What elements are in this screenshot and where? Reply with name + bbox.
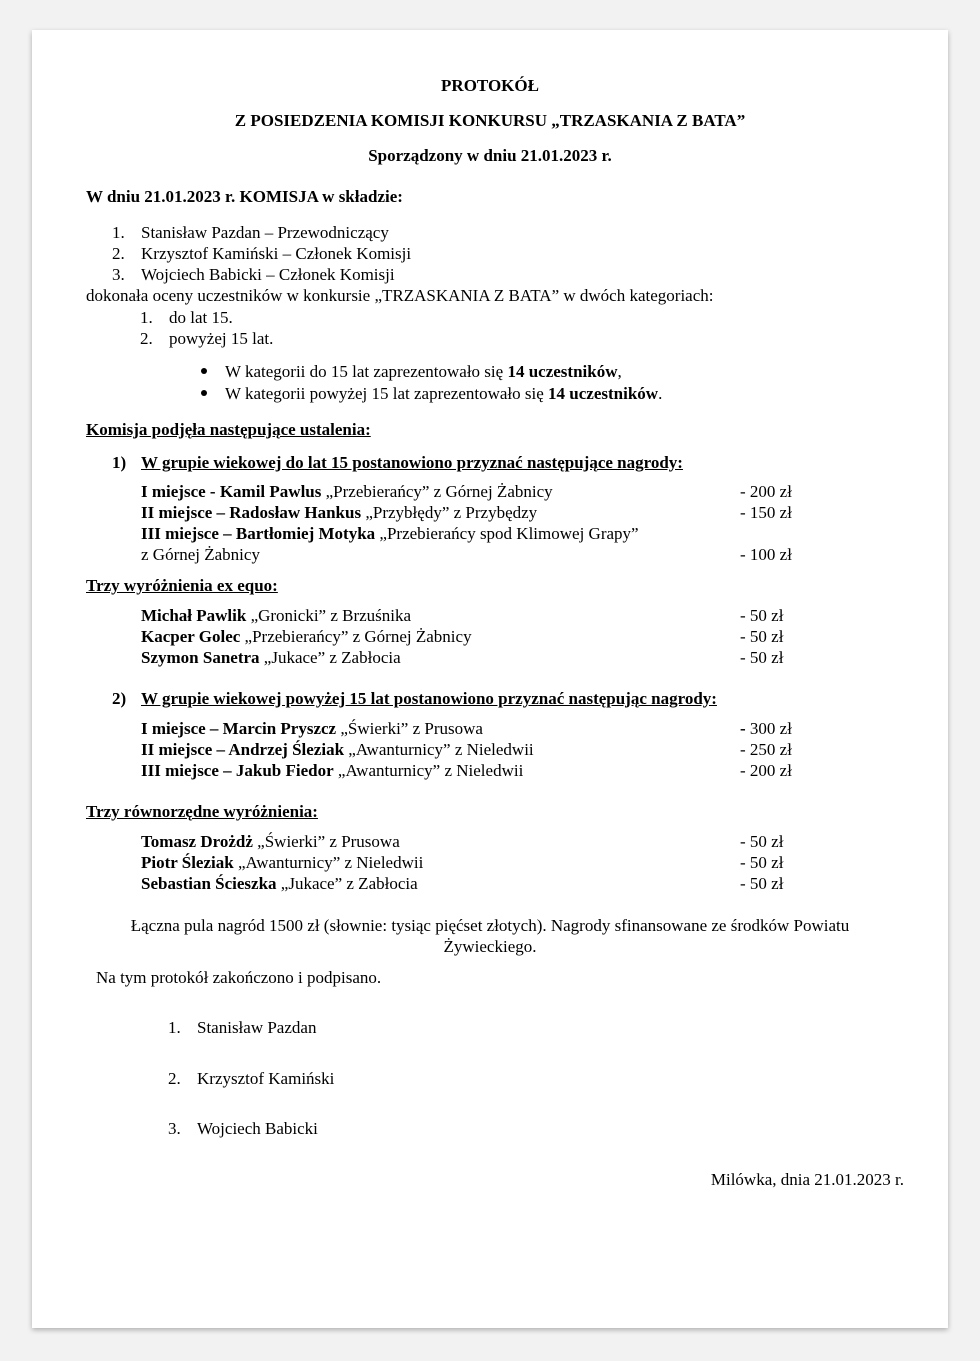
signatory-name: Stanisław Pazdan [197,1018,317,1037]
prize-entry: I miejsce - Kamil Pawlus „Przebierańcy” z Górnej Żabnicy [141,482,553,501]
evaluation-text: dokonała oceny uczestników w konkursie „TRZASKANIA Z BATA” w dwóch kategoriach: [86,286,714,305]
prize-pool-summary-cont: Żywieckiego. [443,937,537,956]
category-item: powyżej 15 lat. [169,329,274,348]
prize-entry: I miejsce – Marcin Pryszcz „Świerki” z Prusowa [141,719,483,738]
group-number: 1) [112,453,127,472]
award-amount: - 50 zł [740,853,784,872]
committee-intro: W dniu 21.01.2023 r. KOMISJA w składzie: [86,187,403,206]
award-entry: Michał Pawlik „Gronicki” z Brzuśnika [141,606,412,625]
prize-entry: III miejsce – Bartłomiej Motyka „Przebierańcy spod Klimowej Grapy” [141,524,639,543]
committee-member: Wojciech Babicki – Członek Komisji [141,265,395,284]
award-amount: - 50 zł [740,648,784,667]
list-number: 1. [112,223,125,242]
award-entry: Sebastian Ścieszka „Jukace” z Zabłocia [141,874,418,893]
bullet-item: W kategorii powyżej 15 lat zaprezentowało się 14 uczestników. [225,384,663,403]
prize-entry: III miejsce – Jakub Fiedor „Awanturnicy” z Nieledwii [141,761,524,780]
list-number: 2. [140,329,153,348]
document-date-line: Sporządzony w dniu 21.01.2023 r. [368,146,612,165]
list-number: 3. [168,1119,181,1138]
award-entry: Kacper Golec „Przebierańcy” z Górnej Żabnicy [141,627,472,646]
list-number: 2. [168,1069,181,1088]
award-entry: Piotr Śleziak „Awanturnicy” z Nieledwii [141,853,424,872]
signatory-name: Krzysztof Kamiński [197,1069,335,1088]
list-number: 2. [112,244,125,263]
prize-entry: II miejsce – Radosław Hankus „Przybłędy” z Przybędzy [141,503,538,522]
list-number: 1. [140,308,153,327]
place-and-date: Milówka, dnia 21.01.2023 r. [710,1170,904,1189]
list-number: 1. [168,1018,181,1037]
prize-amount: - 200 zł [740,761,792,780]
list-number: 3. [112,265,125,284]
committee-member: Krzysztof Kamiński – Członek Komisji [141,244,412,263]
document-page [32,30,948,1328]
bullet-item: W kategorii do 15 lat zaprezentowało się 14 uczestników, [225,362,622,381]
award-entry: Szymon Sanetra „Jukace” z Zabłocia [141,648,401,667]
group-number: 2) [112,689,127,708]
prize-amount: - 150 zł [740,503,792,522]
prize-amount: - 300 zł [740,719,792,738]
committee-member: Stanisław Pazdan – Przewodniczący [141,223,389,242]
prize-pool-summary: Łączna pula nagród 1500 zł (słownie: tysiąc pięćset złotych). Nagrody sfinansowane ze środków Powiatu [130,916,850,935]
group2-heading: W grupie wiekowej powyżej 15 lat postanowiono przyznać następując nagrody: [141,689,717,708]
document-subtitle: Z POSIEDZENIA KOMISJI KONKURSU „TRZASKANIA Z BATA” [234,111,746,130]
award-amount: - 50 zł [740,606,784,625]
signatory-name: Wojciech Babicki [197,1119,318,1138]
prize-entry-continuation: z Górnej Żabnicy [141,545,260,564]
award-amount: - 50 zł [740,832,784,851]
prize-amount: - 100 zł [740,545,792,564]
bullet-icon [201,368,207,374]
award-amount: - 50 zł [740,627,784,646]
prize-entry: II miejsce – Andrzej Śleziak „Awanturnicy” z Nieledwii [141,740,534,759]
group1-awards-heading: Trzy wyróżnienia ex equo: [86,576,278,595]
bullet-icon [201,390,207,396]
prize-amount: - 200 zł [740,482,792,501]
prize-amount: - 250 zł [740,740,792,759]
category-item: do lat 15. [169,308,233,327]
document-title: PROTOKÓŁ [441,76,539,95]
closing-statement: Na tym protokół zakończono i podpisano. [96,968,382,987]
award-entry: Tomasz Drożdż „Świerki” z Prusowa [141,832,400,851]
group1-heading: W grupie wiekowej do lat 15 postanowiono przyznać następujące nagrody: [141,453,683,472]
group2-awards-heading: Trzy równorzędne wyróżnienia: [86,802,318,821]
award-amount: - 50 zł [740,874,784,893]
decisions-heading: Komisja podjęła następujące ustalenia: [86,420,371,439]
